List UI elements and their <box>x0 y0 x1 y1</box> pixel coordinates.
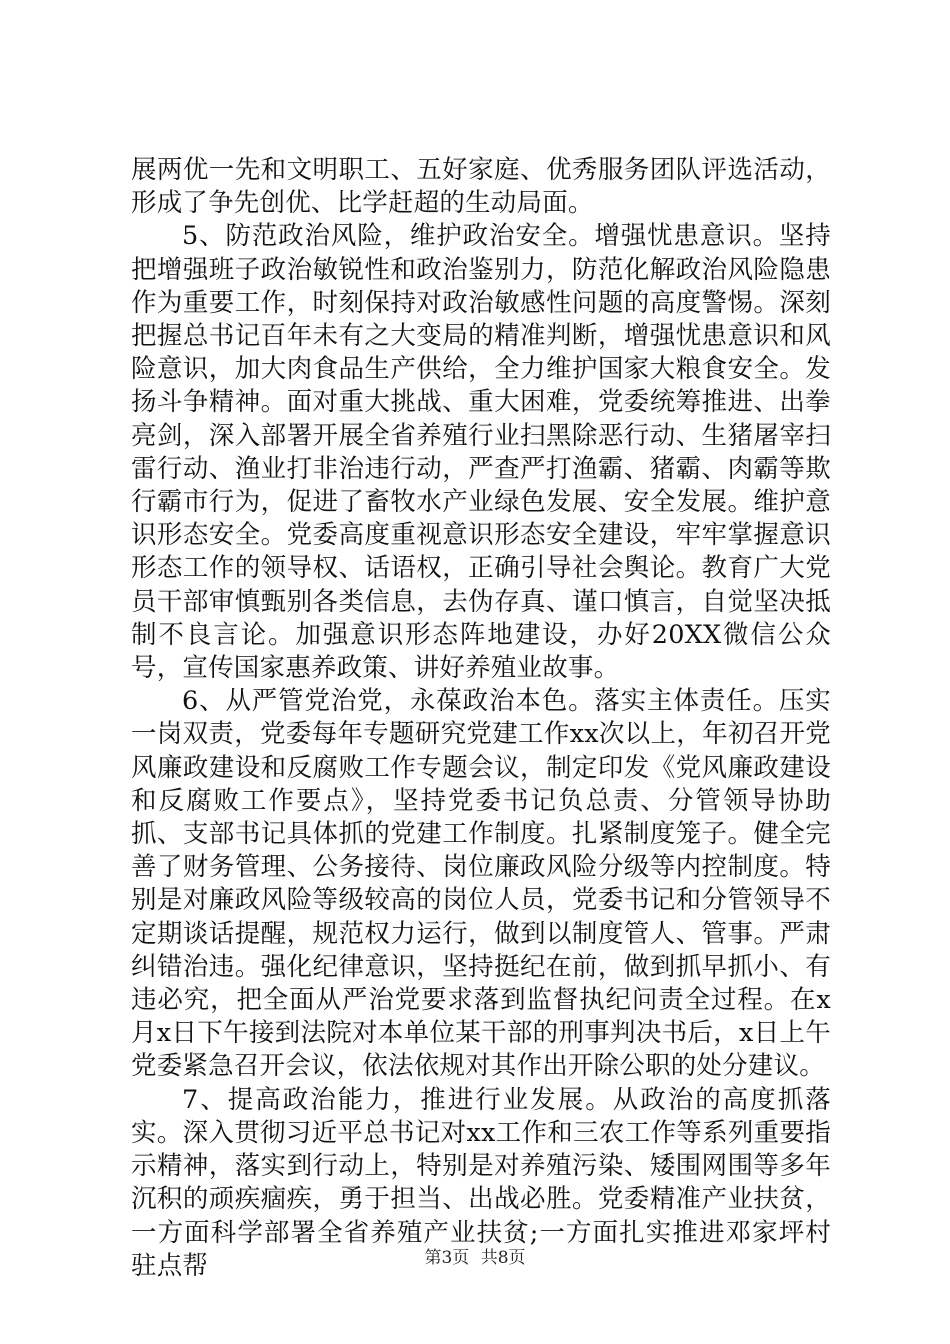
paragraph-continuation: 展两优一先和文明职工、五好家庭、优秀服务团队评选活动，形成了争先创优、比学赶超的生动局面。 <box>131 155 831 219</box>
page-total: 共8页 <box>480 1248 526 1268</box>
paragraph-item-5: 5、防范政治风险，维护政治安全。增强忧患意识。坚持把增强班子政治敏锐性和政治鉴别力，防范化解政治风险隐患作为重要工作，时刻保持对政治敏感性问题的高度警惕。深刻把握总书记百年未有之大变局的精准判断，增强忧患意识和风险意识，加大肉食品生产供给，全力维护国家大粮食安全。发扬斗争精神。面对重大挑战、重大困难，党委统筹推进、出拳亮剑，深入部署开展全省养殖行业扫黑除恶行动、生猪屠宰扫雷行动、渔业打非治违行动，严查严打渔霸、猪霸、肉霸等欺行霸市行为，促进了畜牧水产业绿色发展、安全发展。维护意识形态安全。党委高度重视意识形态安全建设，牢牢掌握意识形态工作的领导权、话语权，正确引导社会舆论。教育广大党员干部审慎甄别各类信息，去伪存真、谨口慎言，自觉坚决抵制不良言论。加强意识形态阵地建设，办好20XX微信公众号，宣传国家惠养政策、讲好养殖业故事。 <box>131 221 831 684</box>
document-body <box>131 154 831 1283</box>
paragraph-item-6: 6、从严管党治党，永葆政治本色。落实主体责任。压实一岗双责，党委每年专题研究党建工作xx次以上，年初召开党风廉政建设和反腐败工作专题会议，制定印发《党风廉政建设和反腐败工作要点》，坚持党委书记负总责、分管领导协助抓、支部书记具体抓的党建工作制度。扎紧制度笼子。健全完善了财务管理、公务接待、岗位廉政风险分级等内控制度。特别是对廉政风险等级较高的岗位人员，党委书记和分管领导不定期谈话提醒，规范权力运行，做到以制度管人、管事。严肃纠错治违。强化纪律意识，坚持挺纪在前，做到抓早抓小、有违必究，把全面从严治党要求落到监督执纪问责全过程。在x月x日下午接到法院对本单位某干部的刑事判决书后，x日上午党委紧急召开会议，依法依规对其作出开除公职的处分建议。 <box>131 686 831 1082</box>
page-number: 第3页 <box>424 1248 470 1268</box>
paragraph-item-7: 7、提高政治能力，推进行业发展。从政治的高度抓落实。深入贯彻习近平总书记对xx工作和三农工作等系列重要指示精神，落实到行动上，特别是对养殖污染、矮围网围等多年沉积的顽疾痼疾，勇于担当、出战必胜。党委精准产业扶贫，一方面科学部署全省养殖产业扶贫;一方面扎实推进邓家坪村驻点帮 <box>131 1084 831 1281</box>
page-footer <box>0 1247 950 1269</box>
